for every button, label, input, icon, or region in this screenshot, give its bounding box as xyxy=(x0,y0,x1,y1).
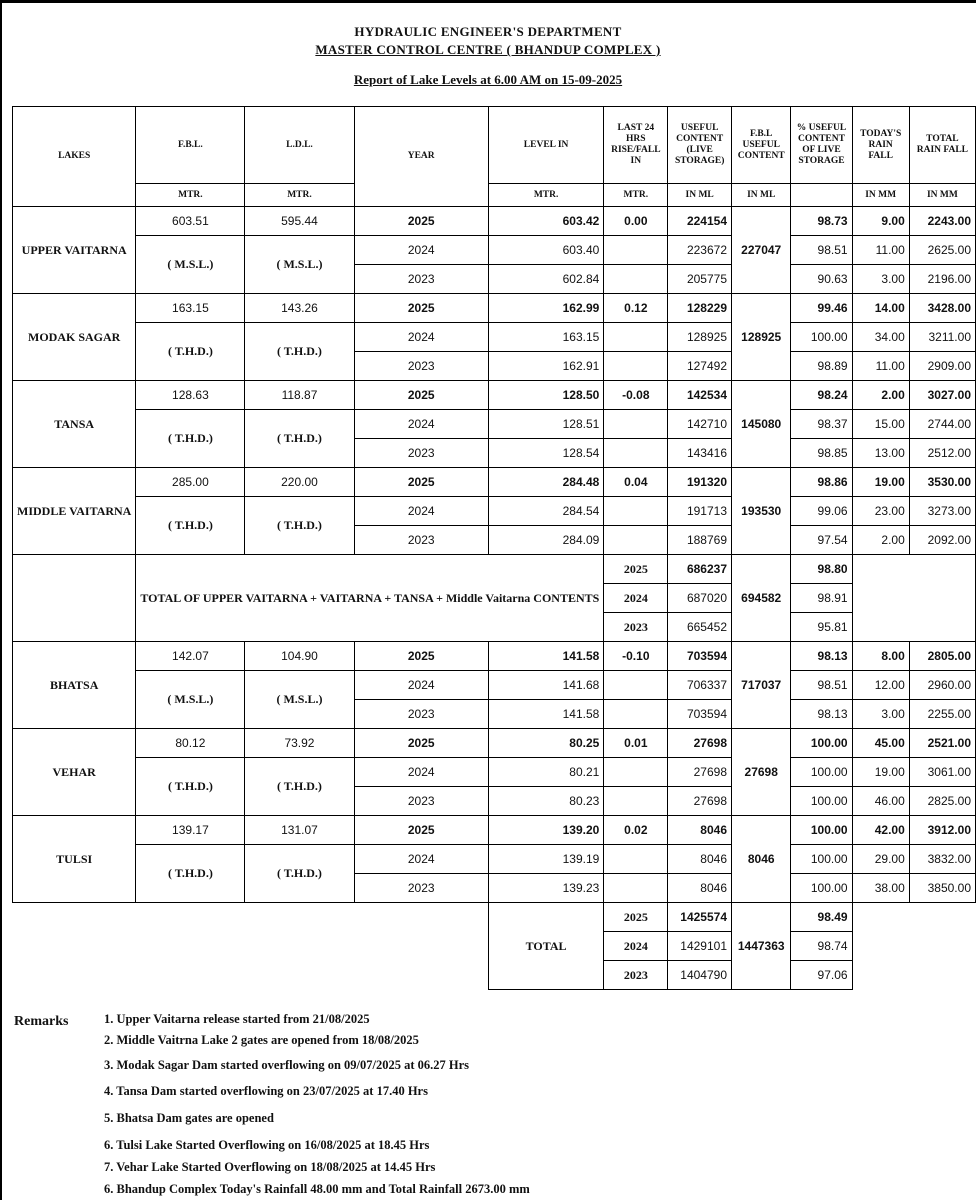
lake-row xyxy=(13,845,976,874)
useful-cell: 188769 xyxy=(668,526,732,555)
today-rain-cell: 11.00 xyxy=(852,236,909,265)
rise-cell-empty xyxy=(604,439,668,468)
today-rain-cell: 19.00 xyxy=(852,758,909,787)
useful-cell: 128925 xyxy=(668,323,732,352)
total-rain-cell: 2196.00 xyxy=(909,265,975,294)
ldl-cell: 143.26 xyxy=(245,294,354,323)
useful-cell: 191320 xyxy=(668,468,732,497)
total-fbl-useful: 1447363 xyxy=(732,903,791,990)
lake-row xyxy=(13,207,976,236)
total-row xyxy=(13,903,976,932)
rise-cell-empty xyxy=(604,265,668,294)
fbl-cell: 603.51 xyxy=(136,207,245,236)
useful-cell: 224154 xyxy=(668,207,732,236)
lake-name: UPPER VAITARNA xyxy=(13,207,136,294)
year-cell: 2023 xyxy=(354,265,488,294)
total-pct: 98.49 xyxy=(791,903,852,932)
level-cell: 139.19 xyxy=(488,845,603,874)
rise-cell: 0.02 xyxy=(604,816,668,845)
col-pct: % USEFUL CONTENT OF LIVE STORAGE xyxy=(791,107,852,184)
useful-cell: 27698 xyxy=(668,758,732,787)
useful-cell: 205775 xyxy=(668,265,732,294)
today-rain-cell: 3.00 xyxy=(852,700,909,729)
unit-ldl: MTR. xyxy=(245,184,354,207)
lake-row xyxy=(13,671,976,700)
year-cell: 2025 xyxy=(354,729,488,758)
pct-cell: 98.13 xyxy=(791,642,852,671)
rise-cell: -0.08 xyxy=(604,381,668,410)
rise-cell-empty xyxy=(604,671,668,700)
remark-item: 5. Bhatsa Dam gates are opened xyxy=(104,1111,274,1125)
fbl-useful-cell: 27698 xyxy=(732,729,791,816)
useful-cell: 8046 xyxy=(668,845,732,874)
level-cell: 162.99 xyxy=(488,294,603,323)
subtotal-rain-blank xyxy=(852,555,975,642)
unit-pct xyxy=(791,184,852,207)
today-rain-cell: 19.00 xyxy=(852,468,909,497)
today-rain-cell: 2.00 xyxy=(852,381,909,410)
lake-name: MIDDLE VAITARNA xyxy=(13,468,136,555)
subtotal-useful: 665452 xyxy=(668,613,732,642)
fbl-cell: 142.07 xyxy=(136,642,245,671)
level-cell: 139.23 xyxy=(488,874,603,903)
lake-row xyxy=(13,323,976,352)
rise-cell-empty xyxy=(604,845,668,874)
pct-cell: 98.89 xyxy=(791,352,852,381)
lake-name: VEHAR xyxy=(13,729,136,816)
total-rain-cell: 2744.00 xyxy=(909,410,975,439)
pct-cell: 100.00 xyxy=(791,758,852,787)
total-rain-cell: 3850.00 xyxy=(909,874,975,903)
fbl-useful-cell: 227047 xyxy=(732,207,791,294)
total-rain-cell: 3832.00 xyxy=(909,845,975,874)
ldl-cell: 118.87 xyxy=(245,381,354,410)
useful-cell: 8046 xyxy=(668,874,732,903)
level-cell: 80.23 xyxy=(488,787,603,816)
pct-cell: 99.46 xyxy=(791,294,852,323)
useful-cell: 142710 xyxy=(668,410,732,439)
subtotal-year: 2024 xyxy=(604,584,668,613)
datum-fbl-cell: ( M.S.L.) xyxy=(136,671,245,729)
header-row xyxy=(13,107,976,184)
unit-rise: MTR. xyxy=(604,184,668,207)
rise-cell: 0.00 xyxy=(604,207,668,236)
total-rain-cell: 3912.00 xyxy=(909,816,975,845)
total-rain-cell: 2805.00 xyxy=(909,642,975,671)
today-rain-cell: 11.00 xyxy=(852,352,909,381)
unit-today-rain: IN MM xyxy=(852,184,909,207)
subtotal-useful: 686237 xyxy=(668,555,732,584)
lake-row xyxy=(13,729,976,758)
fbl-cell: 163.15 xyxy=(136,294,245,323)
rise-cell-empty xyxy=(604,700,668,729)
level-cell: 603.40 xyxy=(488,236,603,265)
today-rain-cell: 8.00 xyxy=(852,642,909,671)
fbl-cell: 139.17 xyxy=(136,816,245,845)
useful-cell: 8046 xyxy=(668,816,732,845)
today-rain-cell: 46.00 xyxy=(852,787,909,816)
lake-row xyxy=(13,381,976,410)
year-cell: 2025 xyxy=(354,468,488,497)
today-rain-cell: 2.00 xyxy=(852,526,909,555)
lake-row xyxy=(13,642,976,671)
subtotal-row xyxy=(13,555,976,584)
total-rain-cell: 2960.00 xyxy=(909,671,975,700)
useful-cell: 706337 xyxy=(668,671,732,700)
useful-cell: 143416 xyxy=(668,439,732,468)
ldl-cell: 595.44 xyxy=(245,207,354,236)
remark-item: 6. Tulsi Lake Started Overflowing on 16/08/2025 at 18.45 Hrs xyxy=(104,1138,430,1152)
level-cell: 603.42 xyxy=(488,207,603,236)
total-rain-cell: 2909.00 xyxy=(909,352,975,381)
remarks-title: Remarks xyxy=(14,1014,69,1029)
lake-name: MODAK SAGAR xyxy=(13,294,136,381)
datum-ldl-cell: ( T.H.D.) xyxy=(245,410,354,468)
pct-cell: 98.73 xyxy=(791,207,852,236)
rise-cell-empty xyxy=(604,497,668,526)
col-fbl: F.B.L. xyxy=(136,107,245,184)
today-rain-cell: 9.00 xyxy=(852,207,909,236)
pct-cell: 99.06 xyxy=(791,497,852,526)
year-cell: 2023 xyxy=(354,352,488,381)
rise-cell-empty xyxy=(604,787,668,816)
pct-cell: 97.54 xyxy=(791,526,852,555)
year-cell: 2023 xyxy=(354,787,488,816)
rise-cell: -0.10 xyxy=(604,642,668,671)
lake-row xyxy=(13,410,976,439)
total-rain-cell: 3211.00 xyxy=(909,323,975,352)
rise-cell: 0.01 xyxy=(604,729,668,758)
pct-cell: 98.51 xyxy=(791,236,852,265)
datum-fbl-cell: ( T.H.D.) xyxy=(136,410,245,468)
level-cell: 141.58 xyxy=(488,700,603,729)
year-cell: 2025 xyxy=(354,207,488,236)
today-rain-cell: 42.00 xyxy=(852,816,909,845)
datum-fbl-cell: ( T.H.D.) xyxy=(136,758,245,816)
year-cell: 2024 xyxy=(354,323,488,352)
year-cell: 2024 xyxy=(354,236,488,265)
remark-item: 4. Tansa Dam started overflowing on 23/07/2025 at 17.40 Hrs xyxy=(104,1084,428,1098)
level-cell: 139.20 xyxy=(488,816,603,845)
level-cell: 80.21 xyxy=(488,758,603,787)
level-cell: 128.50 xyxy=(488,381,603,410)
rise-cell-empty xyxy=(604,758,668,787)
level-cell: 284.48 xyxy=(488,468,603,497)
total-year: 2023 xyxy=(604,961,668,990)
today-rain-cell: 12.00 xyxy=(852,671,909,700)
useful-cell: 128229 xyxy=(668,294,732,323)
useful-cell: 703594 xyxy=(668,642,732,671)
today-rain-cell: 13.00 xyxy=(852,439,909,468)
today-rain-cell: 38.00 xyxy=(852,874,909,903)
total-year: 2024 xyxy=(604,932,668,961)
pct-cell: 100.00 xyxy=(791,874,852,903)
year-cell: 2025 xyxy=(354,642,488,671)
useful-cell: 27698 xyxy=(668,729,732,758)
total-year: 2025 xyxy=(604,903,668,932)
col-rise: LAST 24 HRS RISE/FALL IN xyxy=(604,107,668,184)
col-useful: USEFUL CONTENT (LIVE STORAGE) xyxy=(668,107,732,184)
pct-cell: 100.00 xyxy=(791,323,852,352)
total-rain-cell: 2512.00 xyxy=(909,439,975,468)
total-rain-cell: 2255.00 xyxy=(909,700,975,729)
remark-item: 6. Bhandup Complex Today's Rainfall 48.00 mm and Total Rainfall 2673.00 mm xyxy=(104,1182,530,1196)
useful-cell: 127492 xyxy=(668,352,732,381)
col-level: LEVEL IN xyxy=(488,107,603,184)
total-pct: 97.06 xyxy=(791,961,852,990)
remark-item: 3. Modak Sagar Dam started overflowing on 09/07/2025 at 06.27 Hrs xyxy=(104,1058,470,1072)
unit-fbl-useful: IN ML xyxy=(732,184,791,207)
pct-cell: 100.00 xyxy=(791,816,852,845)
useful-cell: 142534 xyxy=(668,381,732,410)
total-rain-cell: 2625.00 xyxy=(909,236,975,265)
lake-row xyxy=(13,816,976,845)
remark-item: 7. Vehar Lake Started Overflowing on 18/08/2025 at 14.45 Hrs xyxy=(104,1160,436,1174)
col-today-rain: TODAY'S RAIN FALL xyxy=(852,107,909,184)
year-cell: 2024 xyxy=(354,410,488,439)
useful-cell: 223672 xyxy=(668,236,732,265)
level-cell: 80.25 xyxy=(488,729,603,758)
lake-row xyxy=(13,497,976,526)
subtotal-year: 2025 xyxy=(604,555,668,584)
total-rain-blank xyxy=(852,903,975,990)
datum-fbl-cell: ( T.H.D.) xyxy=(136,323,245,381)
rise-cell: 0.12 xyxy=(604,294,668,323)
rise-cell: 0.04 xyxy=(604,468,668,497)
rise-cell-empty xyxy=(604,874,668,903)
fbl-useful-cell: 717037 xyxy=(732,642,791,729)
datum-ldl-cell: ( T.H.D.) xyxy=(245,497,354,555)
lake-row xyxy=(13,758,976,787)
pct-cell: 98.51 xyxy=(791,671,852,700)
rise-cell-empty xyxy=(604,526,668,555)
fbl-cell: 285.00 xyxy=(136,468,245,497)
report-title: Report of Lake Levels at 6.00 AM on 15-09-2025 xyxy=(353,72,623,87)
level-cell: 128.51 xyxy=(488,410,603,439)
useful-cell: 27698 xyxy=(668,787,732,816)
level-cell: 141.58 xyxy=(488,642,603,671)
pct-cell: 98.13 xyxy=(791,700,852,729)
unit-row xyxy=(13,184,976,207)
useful-cell: 703594 xyxy=(668,700,732,729)
subtotal-pct: 98.80 xyxy=(791,555,852,584)
total-rain-cell: 3027.00 xyxy=(909,381,975,410)
lake-name: TULSI xyxy=(13,816,136,903)
pct-cell: 98.24 xyxy=(791,381,852,410)
pct-cell: 100.00 xyxy=(791,729,852,758)
year-cell: 2024 xyxy=(354,845,488,874)
today-rain-cell: 15.00 xyxy=(852,410,909,439)
today-rain-cell: 29.00 xyxy=(852,845,909,874)
total-useful: 1404790 xyxy=(668,961,732,990)
level-cell: 141.68 xyxy=(488,671,603,700)
unit-fbl: MTR. xyxy=(136,184,245,207)
col-total-rain: TOTAL RAIN FALL xyxy=(909,107,975,184)
datum-fbl-cell: ( T.H.D.) xyxy=(136,497,245,555)
col-year: YEAR xyxy=(354,107,488,207)
total-rain-cell: 2243.00 xyxy=(909,207,975,236)
total-label: TOTAL xyxy=(488,903,603,990)
total-useful: 1425574 xyxy=(668,903,732,932)
lake-name: TANSA xyxy=(13,381,136,468)
total-blank xyxy=(13,903,489,990)
col-lakes: LAKES xyxy=(13,107,136,207)
total-rain-cell: 3428.00 xyxy=(909,294,975,323)
datum-ldl-cell: ( M.S.L.) xyxy=(245,671,354,729)
today-rain-cell: 3.00 xyxy=(852,265,909,294)
subtotal-blank xyxy=(13,555,136,642)
ldl-cell: 131.07 xyxy=(245,816,354,845)
ldl-cell: 104.90 xyxy=(245,642,354,671)
fbl-cell: 128.63 xyxy=(136,381,245,410)
level-cell: 163.15 xyxy=(488,323,603,352)
remark-item: 2. Middle Vaitrna Lake 2 gates are opened from 18/08/2025 xyxy=(104,1033,419,1047)
fbl-useful-cell: 128925 xyxy=(732,294,791,381)
year-cell: 2023 xyxy=(354,526,488,555)
datum-ldl-cell: ( T.H.D.) xyxy=(245,323,354,381)
subtotal-fbl-useful: 694582 xyxy=(732,555,791,642)
lake-name: BHATSA xyxy=(13,642,136,729)
pct-cell: 100.00 xyxy=(791,845,852,874)
level-cell: 602.84 xyxy=(488,265,603,294)
datum-ldl-cell: ( M.S.L.) xyxy=(245,236,354,294)
pct-cell: 98.86 xyxy=(791,468,852,497)
subtotal-year: 2023 xyxy=(604,613,668,642)
fbl-useful-cell: 193530 xyxy=(732,468,791,555)
rise-cell-empty xyxy=(604,236,668,265)
level-cell: 128.54 xyxy=(488,439,603,468)
subtotal-useful: 687020 xyxy=(668,584,732,613)
total-rain-cell: 3273.00 xyxy=(909,497,975,526)
today-rain-cell: 14.00 xyxy=(852,294,909,323)
pct-cell: 98.37 xyxy=(791,410,852,439)
col-fbl-useful: F.B.L USEFUL CONTENT xyxy=(732,107,791,184)
department-title: HYDRAULIC ENGINEER'S DEPARTMENT xyxy=(354,24,622,39)
centre-title: MASTER CONTROL CENTRE ( BHANDUP COMPLEX ) xyxy=(315,42,661,57)
year-cell: 2024 xyxy=(354,497,488,526)
fbl-cell: 80.12 xyxy=(136,729,245,758)
datum-ldl-cell: ( T.H.D.) xyxy=(245,758,354,816)
rise-cell-empty xyxy=(604,323,668,352)
lake-row xyxy=(13,468,976,497)
ldl-cell: 220.00 xyxy=(245,468,354,497)
year-cell: 2023 xyxy=(354,439,488,468)
subtotal-label: TOTAL OF UPPER VAITARNA + VAITARNA + TANSA + Middle Vaitarna CONTENTS xyxy=(136,555,604,642)
datum-fbl-cell: ( M.S.L.) xyxy=(136,236,245,294)
lake-row xyxy=(13,236,976,265)
useful-cell: 191713 xyxy=(668,497,732,526)
total-useful: 1429101 xyxy=(668,932,732,961)
level-cell: 284.54 xyxy=(488,497,603,526)
rise-cell-empty xyxy=(604,410,668,439)
unit-useful: IN ML xyxy=(668,184,732,207)
col-ldl: L.D.L. xyxy=(245,107,354,184)
total-rain-cell: 2092.00 xyxy=(909,526,975,555)
year-cell: 2025 xyxy=(354,294,488,323)
today-rain-cell: 34.00 xyxy=(852,323,909,352)
fbl-useful-cell: 8046 xyxy=(732,816,791,903)
total-pct: 98.74 xyxy=(791,932,852,961)
today-rain-cell: 45.00 xyxy=(852,729,909,758)
datum-ldl-cell: ( T.H.D.) xyxy=(245,845,354,903)
year-cell: 2025 xyxy=(354,816,488,845)
level-cell: 284.09 xyxy=(488,526,603,555)
lake-row xyxy=(13,294,976,323)
fbl-useful-cell: 145080 xyxy=(732,381,791,468)
year-cell: 2024 xyxy=(354,671,488,700)
year-cell: 2023 xyxy=(354,874,488,903)
total-rain-cell: 3530.00 xyxy=(909,468,975,497)
rise-cell-empty xyxy=(604,352,668,381)
total-rain-cell: 2521.00 xyxy=(909,729,975,758)
total-rain-cell: 2825.00 xyxy=(909,787,975,816)
year-cell: 2025 xyxy=(354,381,488,410)
ldl-cell: 73.92 xyxy=(245,729,354,758)
level-cell: 162.91 xyxy=(488,352,603,381)
year-cell: 2024 xyxy=(354,758,488,787)
lake-levels-table xyxy=(12,106,976,990)
remark-item: 1. Upper Vaitarna release started from 21/08/2025 xyxy=(104,1012,370,1026)
pct-cell: 90.63 xyxy=(791,265,852,294)
pct-cell: 100.00 xyxy=(791,787,852,816)
datum-fbl-cell: ( T.H.D.) xyxy=(136,845,245,903)
subtotal-pct: 98.91 xyxy=(791,584,852,613)
unit-level: MTR. xyxy=(488,184,603,207)
unit-total-rain: IN MM xyxy=(909,184,975,207)
year-cell: 2023 xyxy=(354,700,488,729)
total-rain-cell: 3061.00 xyxy=(909,758,975,787)
subtotal-pct: 95.81 xyxy=(791,613,852,642)
today-rain-cell: 23.00 xyxy=(852,497,909,526)
pct-cell: 98.85 xyxy=(791,439,852,468)
